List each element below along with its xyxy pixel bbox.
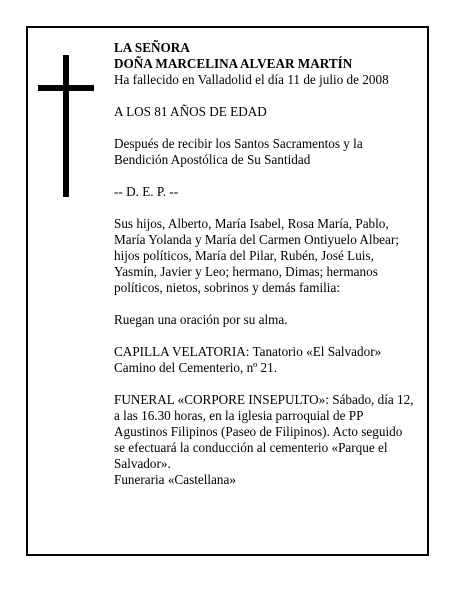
funeral-line: a las 16.30 horas, en la iglesia parroquial de PP [114,408,364,423]
family-line: Yasmín, Javier y Leo; hermano, Dimas; hermanos [114,264,378,279]
family-line: políticos, nietos, sobrinos y demás familia: [114,280,340,295]
chapel-line-2: Camino del Cementerio, nº 21. [114,360,278,375]
chapel-line-1: CAPILLA VELATORIA: Tanatorio «El Salvador» [114,344,382,359]
prayer-line: Ruegan una oración por su alma. [114,312,288,327]
deceased-name: DOÑA MARCELINA ALVEAR MARTÍN [114,56,353,71]
sacraments-line-2: Bendición Apostólica de Su Santidad [114,152,311,167]
family-line: hijos políticos, María del Pilar, Rubén, José Luis, [114,248,374,263]
rip-line: -- D. E. P. -- [114,184,179,199]
obituary-text [114,40,414,488]
age-line: A LOS 81 AÑOS DE EDAD [114,104,267,119]
funeral-line: Salvador». [114,456,171,471]
cross-icon-bar [38,85,94,91]
funeral-line: se efectuará la conducción al cementerio «Parque el [114,440,388,455]
family-line: Sus hijos, Alberto, María Isabel, Rosa María, Pablo, [114,216,389,231]
cross-icon [63,55,69,197]
funeral-line: Agustinos Filipinos (Paseo de Filipinos). Acto seguido [114,424,403,439]
sacraments-line-1: Después de recibir los Santos Sacramentos y la [114,136,363,151]
funeral-line: FUNERAL «CORPORE INSEPULTO»: Sábado, día 12, [114,392,414,407]
title-line-1: LA SEÑORA [114,40,190,55]
funeral-home: Funeraria «Castellana» [114,472,236,487]
death-announcement: Ha fallecido en Valladolid el día 11 de julio de 2008 [114,72,389,87]
family-line: María Yolanda y María del Carmen Ontiyuelo Albear; [114,232,399,247]
